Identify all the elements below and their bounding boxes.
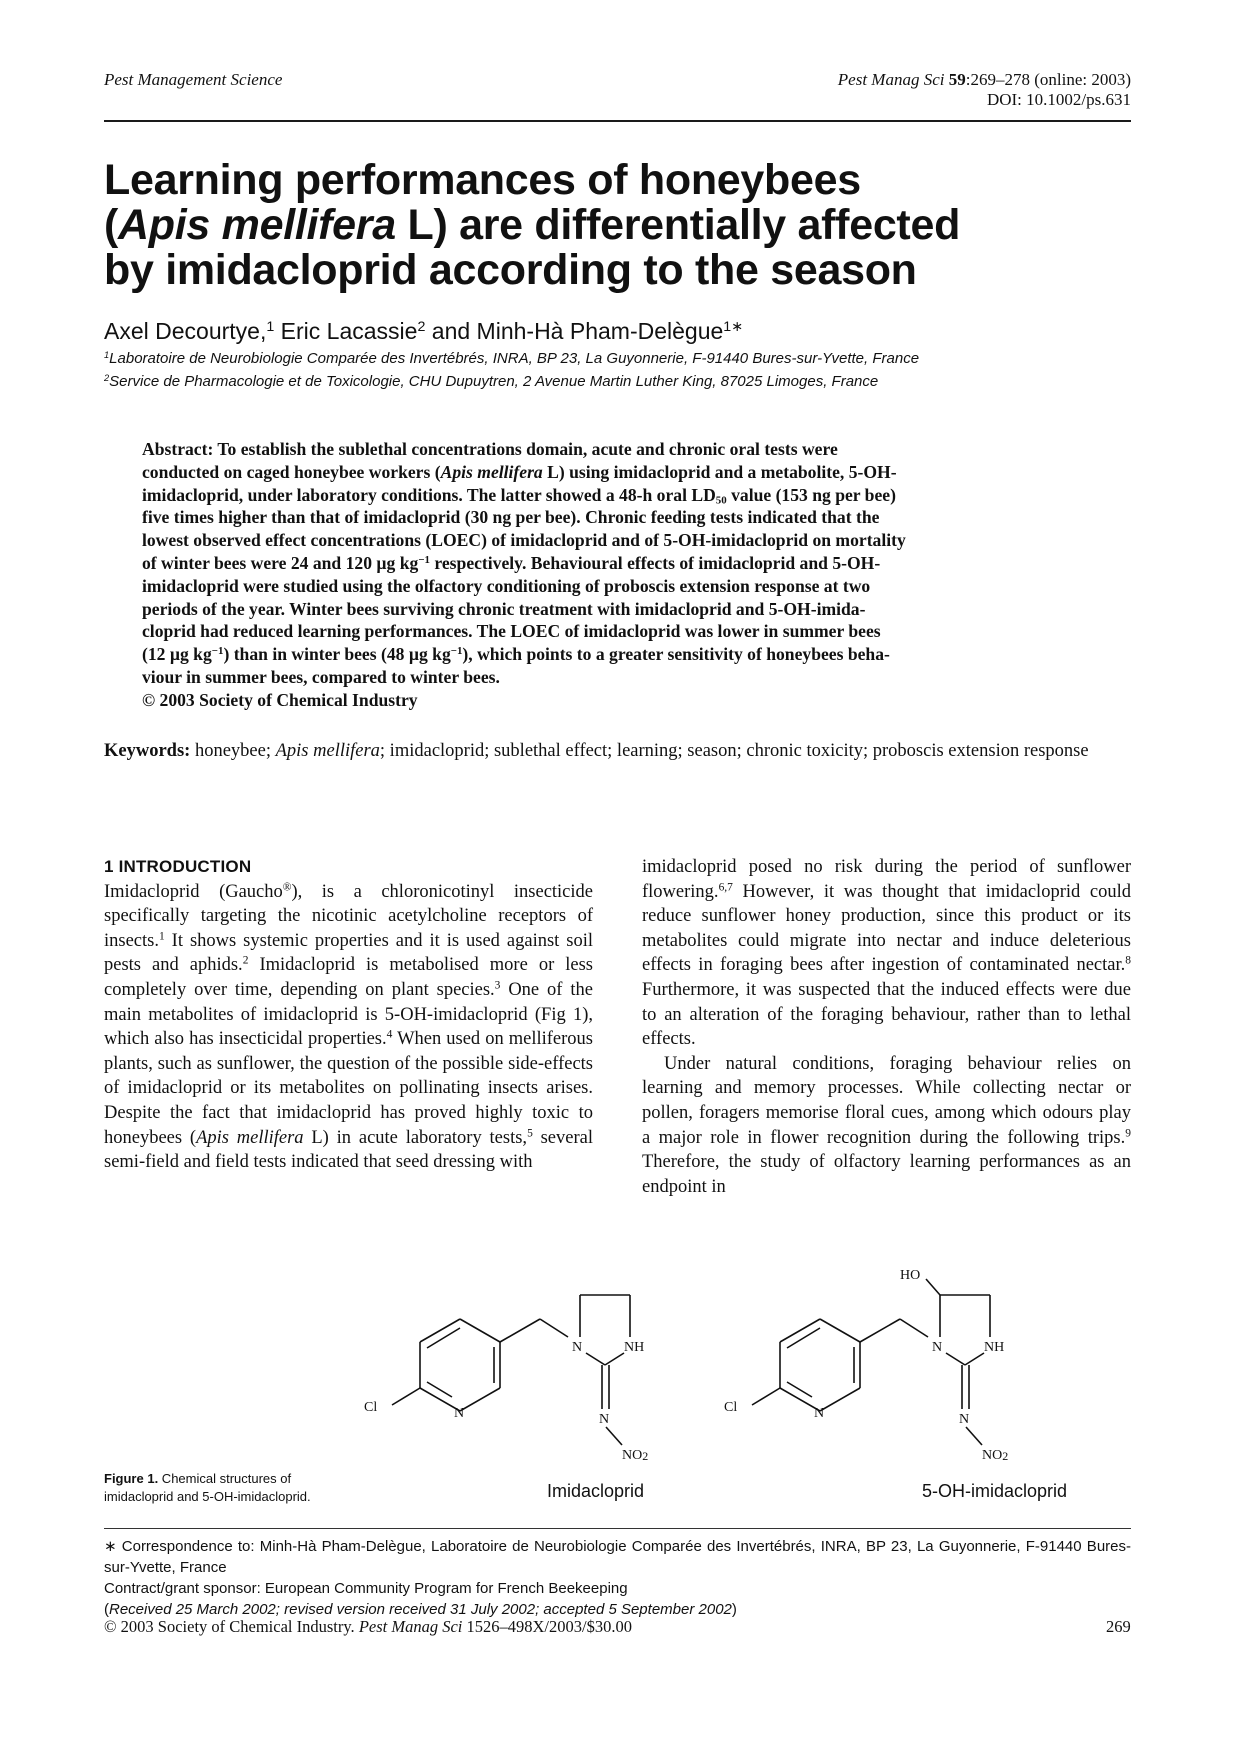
affiliation-2-text: Service de Pharmacologie et de Toxicologie, CHU Dupuytren, 2 Avenue Martin Luther King, 87025 Limoges, France <box>109 373 879 390</box>
abstract-text: respectively. Behavioural effects of imidacloprid and 5-OH- <box>429 552 881 573</box>
bond <box>392 1388 420 1405</box>
body-text: L) in acute laboratory tests, <box>303 1127 528 1148</box>
intro-paragraph-1 <box>104 880 593 1175</box>
registered-mark: ® <box>282 881 292 894</box>
footnotes <box>104 1536 1131 1620</box>
body-text: Under natural conditions, foraging behaviour relies on learning and memory processes. While collecting nectar or pollen, foragers memorise floral cues, among which odours play a major role in flower recognition during the following trips. <box>642 1053 1131 1148</box>
abstract-text: value (153 ng per bee) <box>726 484 896 505</box>
body-text: Imidacloprid (Gaucho <box>104 881 283 902</box>
author-2-affil: 2 <box>417 319 426 336</box>
body-column-left <box>104 855 593 1175</box>
atom-cl: Cl <box>364 1400 378 1415</box>
footer-journal: Pest Manag Sci <box>358 1617 463 1636</box>
article-title <box>104 158 1124 293</box>
bond <box>460 1388 500 1411</box>
affiliation-2-mark: 2 <box>104 372 110 383</box>
abstract-line: viour in summer bees, compared to winter bees. <box>142 666 500 687</box>
abstract-text: L) using imidacloprid and a metabolite, 5-OH- <box>542 461 897 482</box>
bond <box>965 1353 984 1365</box>
ref-citation[interactable]: 8 <box>1125 955 1131 968</box>
keywords-text: honeybee; <box>190 741 276 761</box>
atom-no2 <box>622 1448 648 1463</box>
keywords-species: Apis mellifera <box>275 741 380 761</box>
body-text: Furthermore, it was suspected that the induced effects were due to an alteration of the foraging behaviour, rather than to lethal effects. <box>642 979 1131 1050</box>
ref-citation[interactable]: 1 <box>158 930 165 943</box>
body-text: It shows systemic properties and it is used against soil pests and aphids. <box>104 930 593 976</box>
author-3[interactable]: and Minh-Hà Pham-Delègue <box>425 318 724 344</box>
abstract-line: five times higher than that of imidacloprid (30 ng per bee). Chronic feeding tests indicated that the <box>142 507 880 528</box>
atom-nh: NH <box>624 1340 645 1355</box>
footnote-rule <box>104 1528 1131 1529</box>
bond <box>586 1353 605 1365</box>
title-line-2 <box>104 203 1124 248</box>
body-text: One of the main metabolites of imidacloprid is 5-OH-imidacloprid (Fig 1), which also has insecticidal properties. <box>104 979 593 1050</box>
abstract-line: periods of the year. Winter bees surviving chronic treatment with imidacloprid and 5-OH-imida- <box>142 598 866 619</box>
title-species: Apis mellifera <box>118 201 396 249</box>
body-text: imidacloprid posed no risk during the period of sunflower flowering. <box>642 857 1131 902</box>
ref-citation[interactable]: 3 <box>494 979 501 992</box>
author-1-affil: 1 <box>266 319 275 336</box>
received-paren: ( <box>104 1601 109 1618</box>
abstract-line <box>142 552 1098 575</box>
ref-citation[interactable]: 2 <box>242 955 249 968</box>
intro-paragraph-1-cont <box>642 855 1131 1052</box>
atom-no2-text: NO <box>622 1448 643 1463</box>
author-2[interactable]: Eric Lacassie <box>274 318 418 344</box>
5-oh-imidacloprid-structure <box>724 1268 1008 1463</box>
figure-caption-label: Figure 1. <box>104 1471 159 1486</box>
abstract <box>142 438 1098 712</box>
body-text: However, it was thought that imidacloprid could reduce sunflower honey production, since this product or its metabolites could migrate into nectar and induce deleterious effects in foraging bees after ingestion of contaminated nectar. <box>642 881 1131 976</box>
author-1[interactable]: Axel Decourtye, <box>104 318 267 344</box>
ld50-subscript: 50 <box>715 494 727 507</box>
footer-issn: 1526–498X/2003/$30.00 <box>462 1617 632 1636</box>
abstract-text: ) than in winter bees (48 µg kg <box>223 644 451 665</box>
bond <box>605 1353 624 1365</box>
citation-pages: :269–278 (online: 2003) <box>965 70 1131 89</box>
correspondence-note: ∗ Correspondence to: Minh-Hà Pham-Delègue, Laboratoire de Neurobiologie Comparée des Invertébrés, INRA, BP 23, La Guyonnerie, F-91440 Bures-sur-Yvette, France <box>104 1538 1131 1576</box>
bond <box>900 1319 928 1337</box>
body-text: When used on melliferous plants, such as sunflower, the question of the possible side-effects of imidacloprid or its metabolites on pollinating insects arises. Despite the fact that imidacloprid has proved highly toxic to honeybees ( <box>104 1029 593 1148</box>
title-line-1: Learning performances of honeybees <box>104 156 861 204</box>
abstract-line: Abstract: To establish the sublethal concentrations domain, acute and chronic oral tests were <box>142 439 838 459</box>
title-line-3: by imidacloprid according to the season <box>104 246 917 294</box>
affiliation-1 <box>104 350 919 367</box>
ref-citation[interactable]: 5 <box>527 1127 533 1140</box>
header-rule <box>104 120 1131 122</box>
doi[interactable]: DOI: 10.1002/ps.631 <box>986 90 1131 109</box>
atom-no2 <box>982 1448 1008 1463</box>
body-column-right <box>642 855 1131 1199</box>
atom-n: N <box>959 1412 970 1427</box>
figure-caption <box>104 1470 364 1506</box>
bond <box>787 1328 820 1348</box>
abstract-line: lowest observed effect concentrations (LOEC) of imidacloprid and of 5-OH-imidacloprid on mortality <box>142 530 906 551</box>
citation-journal: Pest Manag Sci <box>837 70 945 89</box>
atom-n: N <box>572 1340 583 1355</box>
keywords-label: Keywords: <box>104 741 191 761</box>
author-list <box>104 318 743 345</box>
unit-exponent: −1 <box>418 553 430 566</box>
keywords-text: ; imidacloprid; sublethal effect; learning; season; chronic toxicity; proboscis extension response <box>379 741 1089 761</box>
abstract-text: of winter bees were 24 and 120 µg kg <box>142 552 419 573</box>
abstract-line <box>142 461 1098 484</box>
bond <box>460 1319 500 1342</box>
atom-cl: Cl <box>724 1400 738 1415</box>
structure-label-imidacloprid: Imidacloprid <box>547 1481 645 1501</box>
abstract-text: imidacloprid, under laboratory conditions. The latter showed a 48-h oral LD <box>142 484 716 505</box>
abstract-text: ), which points to a greater sensitivity of honeybees beha- <box>462 644 890 665</box>
abstract-line: cloprid had reduced learning performances. The LOEC of imidacloprid was lower in summer bees <box>142 621 881 642</box>
footer-copyright <box>104 1617 632 1637</box>
footer-copyright-text: © 2003 Society of Chemical Industry. <box>104 1617 359 1636</box>
affiliation-1-text: Laboratoire de Neurobiologie Comparée des Invertébrés, INRA, BP 23, La Guyonnerie, F-91440 Bures-sur-Yvette, France <box>109 350 920 367</box>
received-paren: ) <box>731 1601 737 1618</box>
section-heading: 1 INTRODUCTION <box>104 857 252 876</box>
intro-paragraph-2 <box>642 1052 1131 1200</box>
sponsor-note: Contract/grant sponsor: European Community Program for French Beekeeping <box>104 1580 628 1597</box>
abstract-copyright: © 2003 Society of Chemical Industry <box>142 689 418 710</box>
bond <box>820 1388 860 1411</box>
keywords <box>104 740 1131 763</box>
abstract-species: Apis mellifera <box>440 461 543 482</box>
citation-block <box>838 70 1131 110</box>
atom-n: N <box>814 1406 825 1421</box>
atom-n: N <box>932 1340 943 1355</box>
abstract-line: imidacloprid were studied using the olfactory conditioning of proboscis extension response at two <box>142 575 871 596</box>
bond <box>860 1319 900 1342</box>
bond <box>946 1353 965 1365</box>
bond <box>926 1279 940 1295</box>
ref-citation[interactable]: 4 <box>386 1028 393 1041</box>
unit-exponent: −1 <box>450 645 463 658</box>
atom-no2-sub: 2 <box>1002 1449 1009 1463</box>
title-paren: ( <box>104 201 119 249</box>
abstract-line <box>142 643 1098 666</box>
body-text: Therefore, the study of olfactory learning performances as an endpoint in <box>642 1152 1131 1197</box>
atom-ho: HO <box>900 1268 921 1283</box>
title-line-2-rest: L) are differentially affected <box>395 201 961 249</box>
imidacloprid-atoms <box>364 1340 648 1463</box>
bond <box>606 1427 622 1445</box>
unit-exponent: −1 <box>211 645 224 658</box>
atom-nh: NH <box>984 1340 1005 1355</box>
body-species: Apis mellifera <box>196 1127 304 1148</box>
bond <box>540 1319 568 1337</box>
body-text: several semi-field and field tests indicated that seed dressing with <box>104 1127 593 1173</box>
body-text: ), is a chloronicotinyl insecticide specifically targeting the nicotinic acetylcholine receptors of insects. <box>104 881 593 951</box>
bond <box>500 1319 540 1342</box>
affiliation-2 <box>104 373 878 390</box>
structure-label-5-oh-imidacloprid: 5-OH-imidacloprid <box>922 1481 1068 1501</box>
affiliation-1-mark: 1 <box>104 349 110 360</box>
citation-volume: 59 <box>948 70 966 89</box>
bond <box>427 1328 460 1348</box>
atom-no2-text: NO <box>982 1448 1003 1463</box>
abstract-text: conducted on caged honeybee workers ( <box>142 461 441 482</box>
atom-no2-sub: 2 <box>642 1449 649 1463</box>
imidacloprid-structure <box>392 1295 630 1445</box>
bond <box>780 1319 820 1342</box>
author-3-affil: 1∗ <box>723 319 744 336</box>
figure-caption-text: Chemical structures of imidacloprid and 5-OH-imidacloprid. <box>104 1471 311 1504</box>
atom-n: N <box>599 1412 610 1427</box>
received-dates: Received 25 March 2002; revised version received 31 July 2002; accepted 5 September 2002 <box>109 1601 732 1618</box>
journal-name: Pest Management Science <box>104 70 283 89</box>
figure-1-structures <box>364 1265 1140 1470</box>
atom-n: N <box>454 1406 465 1421</box>
page-number: 269 <box>1106 1617 1131 1636</box>
bond <box>966 1427 982 1445</box>
ref-citation[interactable]: 6,7 <box>718 881 733 894</box>
body-text: Imidacloprid is metabolised more or less completely over time, depending on plant species. <box>104 955 593 1000</box>
abstract-text: (12 µg kg <box>142 644 212 665</box>
bond <box>420 1319 460 1342</box>
bond <box>752 1388 780 1405</box>
bond <box>820 1319 860 1342</box>
abstract-line <box>142 484 1098 507</box>
ref-citation[interactable]: 9 <box>1125 1127 1131 1140</box>
